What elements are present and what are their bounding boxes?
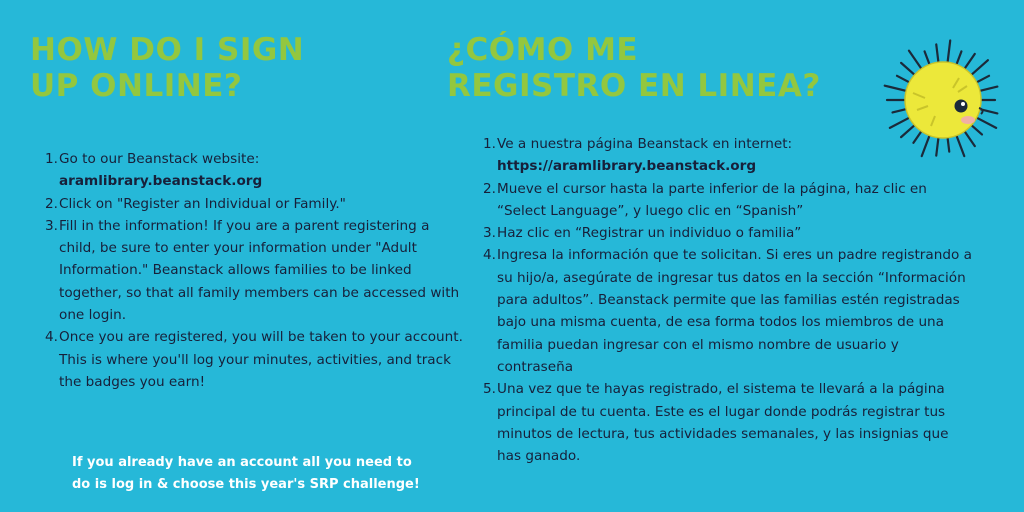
beanstack-url-link[interactable]: https://aramlibrary.beanstack.org: [497, 158, 757, 175]
step-text: Una vez que te hayas registrado, el sistema te llevará a la página principal de tu cuenta. Este es el lugar donde podrás registrar tus minutos de lectura, tus actividades semanales, y las insignias que has ganado.: [497, 381, 949, 465]
english-step-2: [45, 193, 465, 215]
step-number: 3.: [45, 217, 58, 234]
footer-line2: do is log in & choose this year's SRP challenge!: [72, 477, 420, 492]
step-number: 2.: [483, 180, 496, 197]
step-text: Haz clic en “Registrar un individuo o familia”: [497, 225, 802, 242]
beanstack-url-link[interactable]: aramlibrary.beanstack.org: [59, 173, 263, 190]
spanish-steps-list: [483, 133, 973, 467]
existing-account-note: [72, 452, 472, 496]
spanish-step-4: [483, 244, 973, 378]
spanish-heading: [447, 32, 867, 104]
step-text: Fill in the information! If you are a parent registering a child, be sure to enter your information under "Adult Information." Beanstack allows families to be linked together, so that all family members can be accessed with one login.: [59, 217, 460, 324]
english-step-3: [45, 215, 465, 326]
english-step-1: [45, 148, 465, 193]
step-number: 3.: [483, 225, 496, 242]
english-heading-line2: UP ONLINE?: [30, 68, 243, 104]
step-number: 1.: [483, 136, 496, 152]
pufferfish-icon: [883, 38, 1003, 158]
english-heading: [30, 32, 410, 104]
step-number: 2.: [45, 195, 58, 212]
step-text: Once you are registered, you will be taken to your account. This is where you'll log your minutes, activities, and track the badges you earn!: [59, 329, 463, 390]
spanish-step-3: [483, 222, 973, 244]
step-text: Ve a nuestra página Beanstack en internet:: [497, 136, 793, 152]
spanish-step-5: [483, 378, 973, 467]
spanish-heading-line2: REGISTRO EN LINEA?: [447, 68, 821, 104]
step-text: Mueve el cursor hasta la parte inferior de la página, haz clic en “Select Language”, y luego clic en “Spanish”: [497, 180, 927, 219]
step-number: 4.: [45, 329, 58, 346]
spanish-step-2: [483, 178, 973, 223]
step-text: Go to our Beanstack website:: [59, 151, 260, 167]
step-text: Ingresa la información que te solicitan. Si eres un padre registrando a su hijo/a, asegúrate de ingresar tus datos en la sección “Información para adultos”. Beanstack permite que las familias estén registradas bajo una misma cuenta, de esa forma todos los miembros de una familia puedan ingresar con el mismo nombre de usuario y contraseña: [497, 247, 972, 375]
step-text: Click on "Register an Individual or Family.": [59, 195, 346, 212]
step-number: 4.: [483, 247, 496, 264]
spanish-heading-line1: ¿CÓMO ME: [447, 32, 639, 68]
footer-line1: If you already have an account all you need to: [72, 455, 412, 470]
english-step-4: [45, 326, 465, 393]
english-heading-line1: HOW DO I SIGN: [30, 32, 305, 68]
step-number: 5.: [483, 381, 496, 398]
english-steps-list: [45, 148, 465, 393]
step-number: 1.: [45, 151, 58, 167]
